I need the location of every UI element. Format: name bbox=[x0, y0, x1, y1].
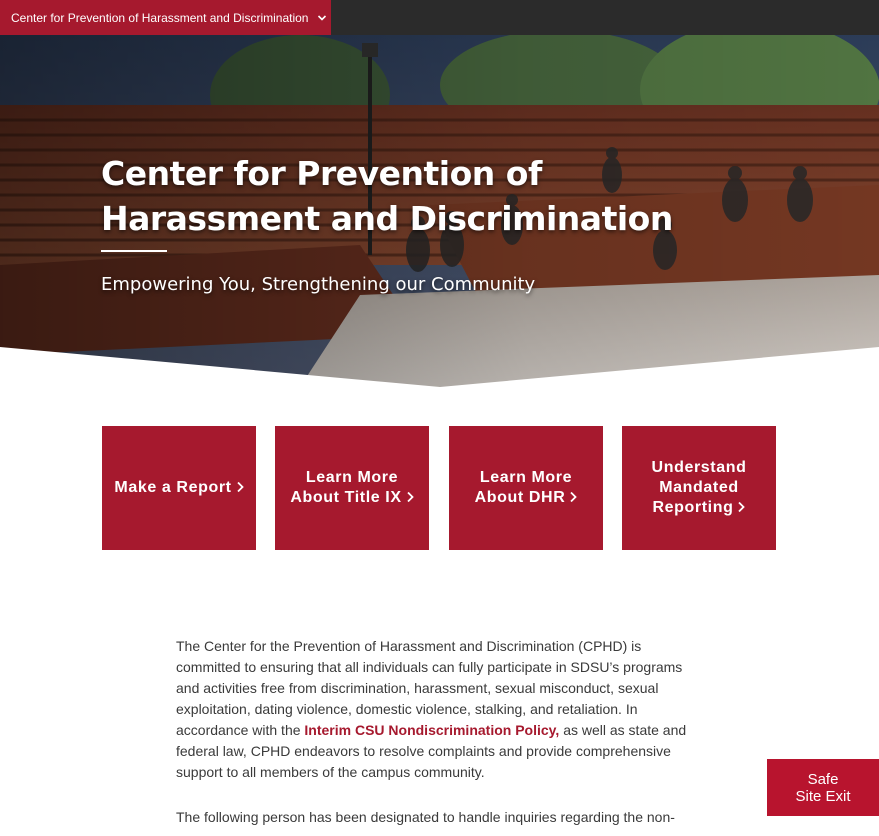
chevron-right-icon bbox=[569, 491, 577, 503]
title-divider bbox=[101, 250, 167, 252]
site-menu-label: Center for Prevention of Harassment and Discrimination bbox=[11, 10, 309, 25]
top-bar bbox=[0, 0, 879, 35]
intro-content bbox=[176, 636, 706, 836]
title-ix-card[interactable] bbox=[275, 426, 429, 550]
intro-paragraph: The Center for the Prevention of Harassment and Discrimination (CPHD) is committed to ensuring that all individuals can fully participate in SDSU’s programs and activities free from discrimination, harassment, sexual misconduct, sexual exploitation, dating violence, domestic violence, stalking, and retaliation. In accordance with the Interim CSU Nondiscrimination Policy, as well as state and federal law, CPHD endeavors to resolve complaints and provide comprehensive support to all members of the campus community. bbox=[176, 638, 687, 780]
mandated-reporting-card[interactable] bbox=[622, 426, 776, 550]
page-title: Center for Prevention of Harassment and Discrimination bbox=[101, 154, 673, 238]
quick-links bbox=[102, 426, 777, 550]
hero-bottom-edge bbox=[0, 335, 879, 387]
nondiscrimination-policy-link[interactable]: Interim CSU Nondiscrimination Policy, bbox=[304, 722, 560, 738]
safe-site-exit-button[interactable] bbox=[767, 759, 879, 816]
chevron-right-icon bbox=[737, 501, 745, 513]
card-label: Understand Mandated Reporting bbox=[651, 459, 747, 516]
designee-paragraph: The following person has been designated to handle inquiries regarding the non- bbox=[176, 809, 675, 825]
card-label: Learn More About Title IX bbox=[290, 469, 402, 506]
safe-exit-line1: Safe bbox=[807, 770, 839, 788]
make-a-report-card[interactable] bbox=[102, 426, 256, 550]
chevron-right-icon bbox=[236, 481, 244, 493]
dhr-card[interactable] bbox=[449, 426, 603, 550]
page-subtitle: Empowering You, Strengthening our Community bbox=[101, 274, 536, 295]
site-menu-button[interactable] bbox=[0, 0, 331, 35]
card-label: Make a Report bbox=[114, 479, 232, 496]
chevron-right-icon bbox=[406, 491, 414, 503]
safe-exit-line2: Site Exit bbox=[795, 787, 851, 805]
card-label: Learn More About DHR bbox=[474, 469, 573, 506]
chevron-down-icon bbox=[317, 13, 327, 23]
hero-banner bbox=[0, 35, 879, 387]
